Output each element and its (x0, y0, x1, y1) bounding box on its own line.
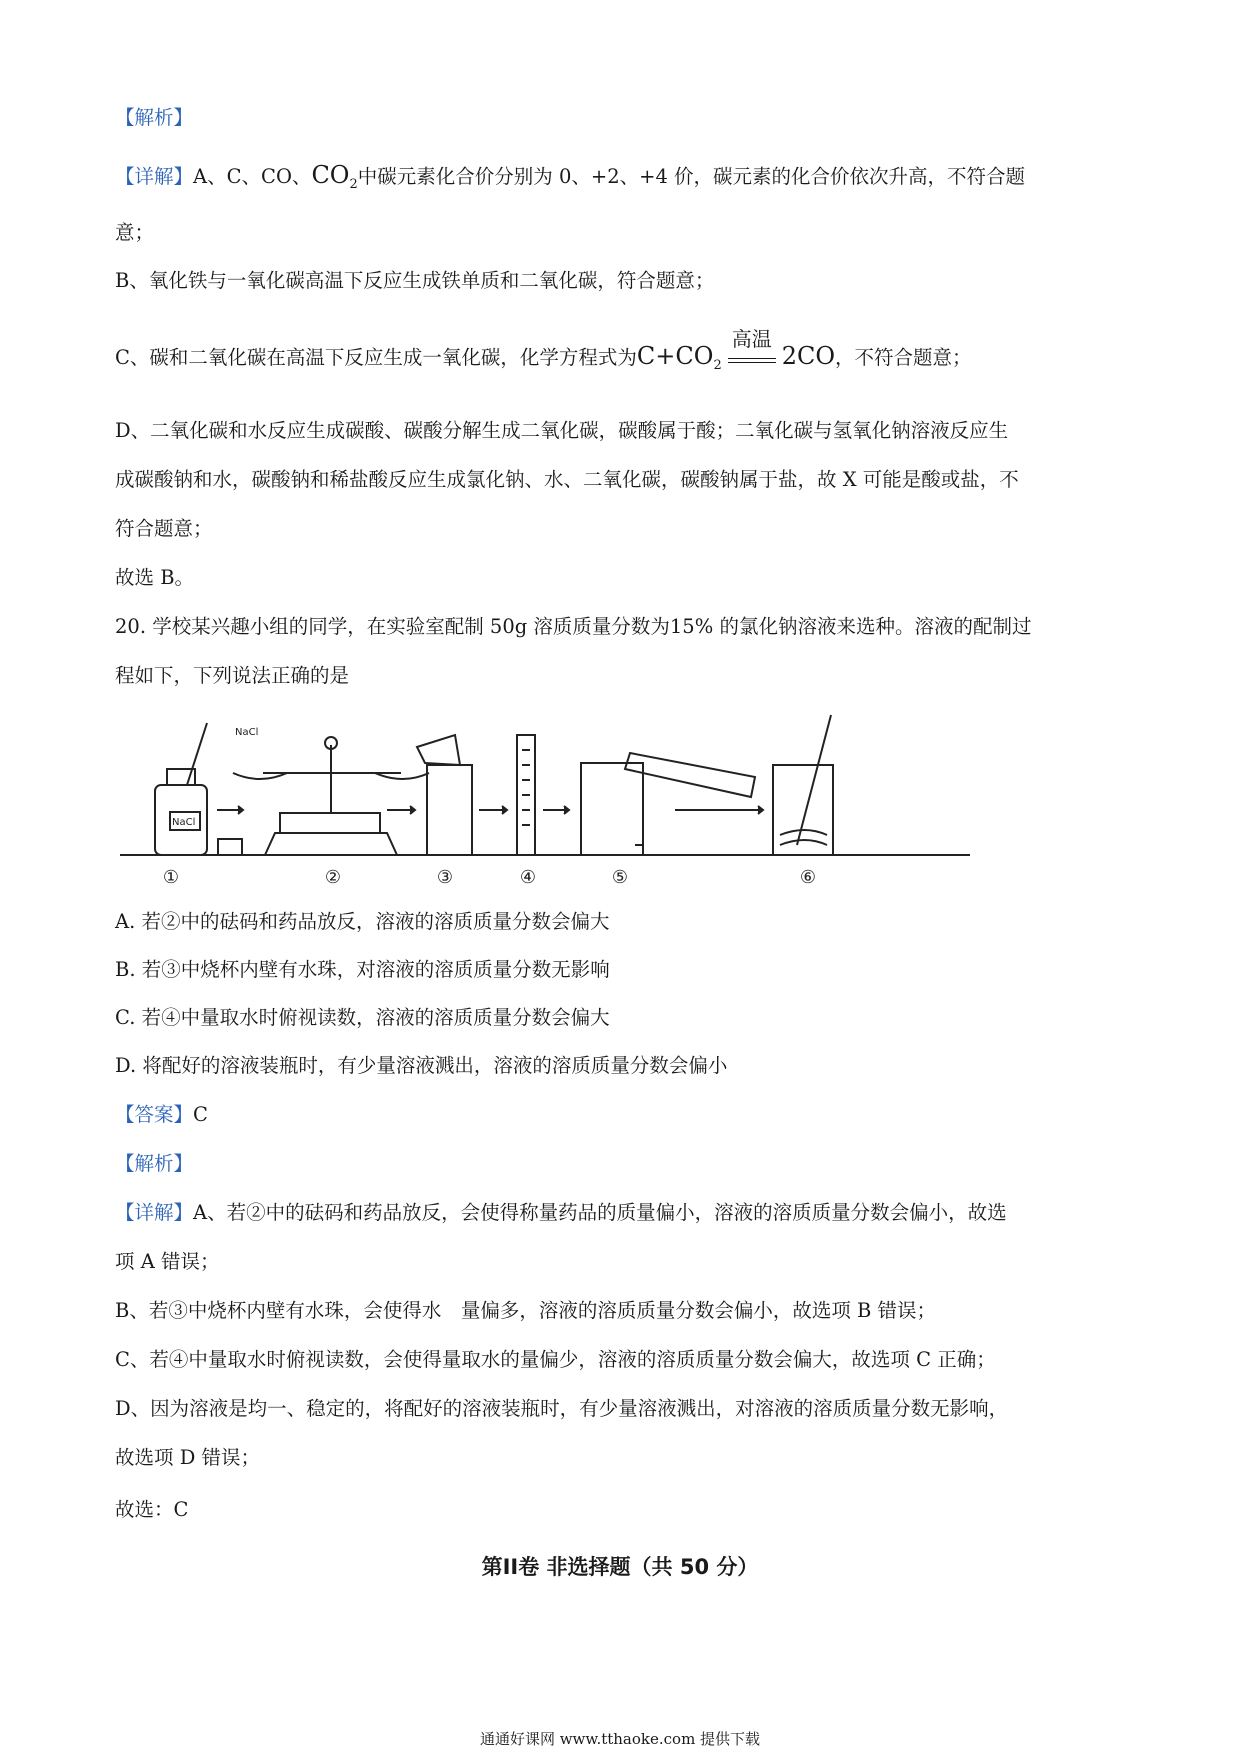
detail-line: 【详解】A、若②中的砝码和药品放反，会使得称量药品的质量偏小，溶液的溶质质量分数会偏小，故选 (115, 1201, 1007, 1224)
solution-preparation-diagram (115, 705, 975, 890)
equation-line: C、碳和二氧化碳在高温下反应生成一氧化碳，化学方程式为$C+CO_2$ 高温 2CO，不符合题意； (115, 326, 972, 373)
step-label: ① (162, 867, 180, 888)
paragraph-line: D、二氧化碳和水反应生成碳酸、碳酸分解生成二氧化碳，碳酸属于酸；二氧化碳与氢氧化钠溶液反应生 (115, 419, 1009, 442)
detail-line: 故选：C (115, 1498, 189, 1521)
beaker (427, 765, 472, 855)
question-stem: 20. 学校某兴趣小组的同学，在实验室配制 50g 溶质质量分数为15% 的氯化钠溶液来选种。溶液的配制过 (115, 615, 1032, 638)
analysis-heading: 【解析】 (115, 1152, 194, 1175)
paragraph-line: 成碳酸钠和水，碳酸钠和稀盐酸反应生成氯化钠、水、二氧化碳，碳酸钠属于盐，故 X 可能是酸或盐，不 (115, 468, 1019, 491)
option-a: A. 若②中的砝码和药品放反，溶液的溶质质量分数会偏大 (115, 910, 610, 933)
step-label: ④ (519, 867, 537, 888)
section-title: 第II卷 非选择题（共 50 分） (481, 1555, 759, 1579)
analysis-heading: 【解析】 (115, 106, 194, 129)
paragraph-line: 故选 B。 (115, 566, 195, 589)
step-label: ⑥ (799, 867, 817, 888)
detail-line: 项 A 错误； (115, 1250, 220, 1273)
bottle-label: NaCl (172, 817, 196, 828)
option-d: D. 将配好的溶液装瓶时，有少量溶液溅出，溶液的溶质质量分数会偏小 (115, 1054, 728, 1077)
graduated-cylinder (625, 753, 755, 797)
detail-line: D、因为溶液是均一、稳定的，将配好的溶液装瓶时，有少量溶液溅出，对溶液的溶质质量分数无影响， (115, 1397, 1009, 1420)
step-label: ⑤ (611, 867, 629, 888)
paragraph-line: 意； (115, 221, 155, 244)
reaction-condition: 高温 (726, 344, 778, 374)
footer-watermark: 通通好课网 www.tthaoke.com 提供下载 (479, 1730, 761, 1748)
step-label: ② (324, 867, 342, 888)
beaker (581, 763, 643, 855)
detail-line: C、若④中量取水时俯视读数，会使得量取水的量偏少，溶液的溶质质量分数会偏大，故选项 C 正确； (115, 1348, 996, 1371)
option-b: B. 若③中烧杯内壁有水珠，对溶液的溶质质量分数无影响 (115, 958, 610, 981)
detail-line: 故选项 D 错误； (115, 1446, 261, 1469)
answer-line: 【答案】C (115, 1103, 208, 1126)
step-label: ③ (436, 867, 454, 888)
detail-line-1: 【详解】A、C、CO、$CO_2$中碳元素化合价分别为 0、+2、+4 价，碳元素的化合价依次升高，不符合题 (115, 161, 1026, 192)
detail-line: B、若③中烧杯内壁有水珠，会使得水 量偏多，溶液的溶质质量分数会偏小，故选项 B 错误； (115, 1299, 937, 1322)
paragraph-line: 符合题意； (115, 517, 213, 540)
scale-label: NaCl (235, 727, 259, 738)
question-stem: 程如下，下列说法正确的是 (115, 664, 350, 687)
option-c: C. 若④中量取水时俯视读数，溶液的溶质质量分数会偏大 (115, 1006, 610, 1029)
beaker (773, 765, 833, 855)
balance-scale (265, 833, 397, 855)
paragraph-line: B、氧化铁与一氧化碳高温下反应生成铁单质和二氧化碳，符合题意； (115, 269, 715, 292)
